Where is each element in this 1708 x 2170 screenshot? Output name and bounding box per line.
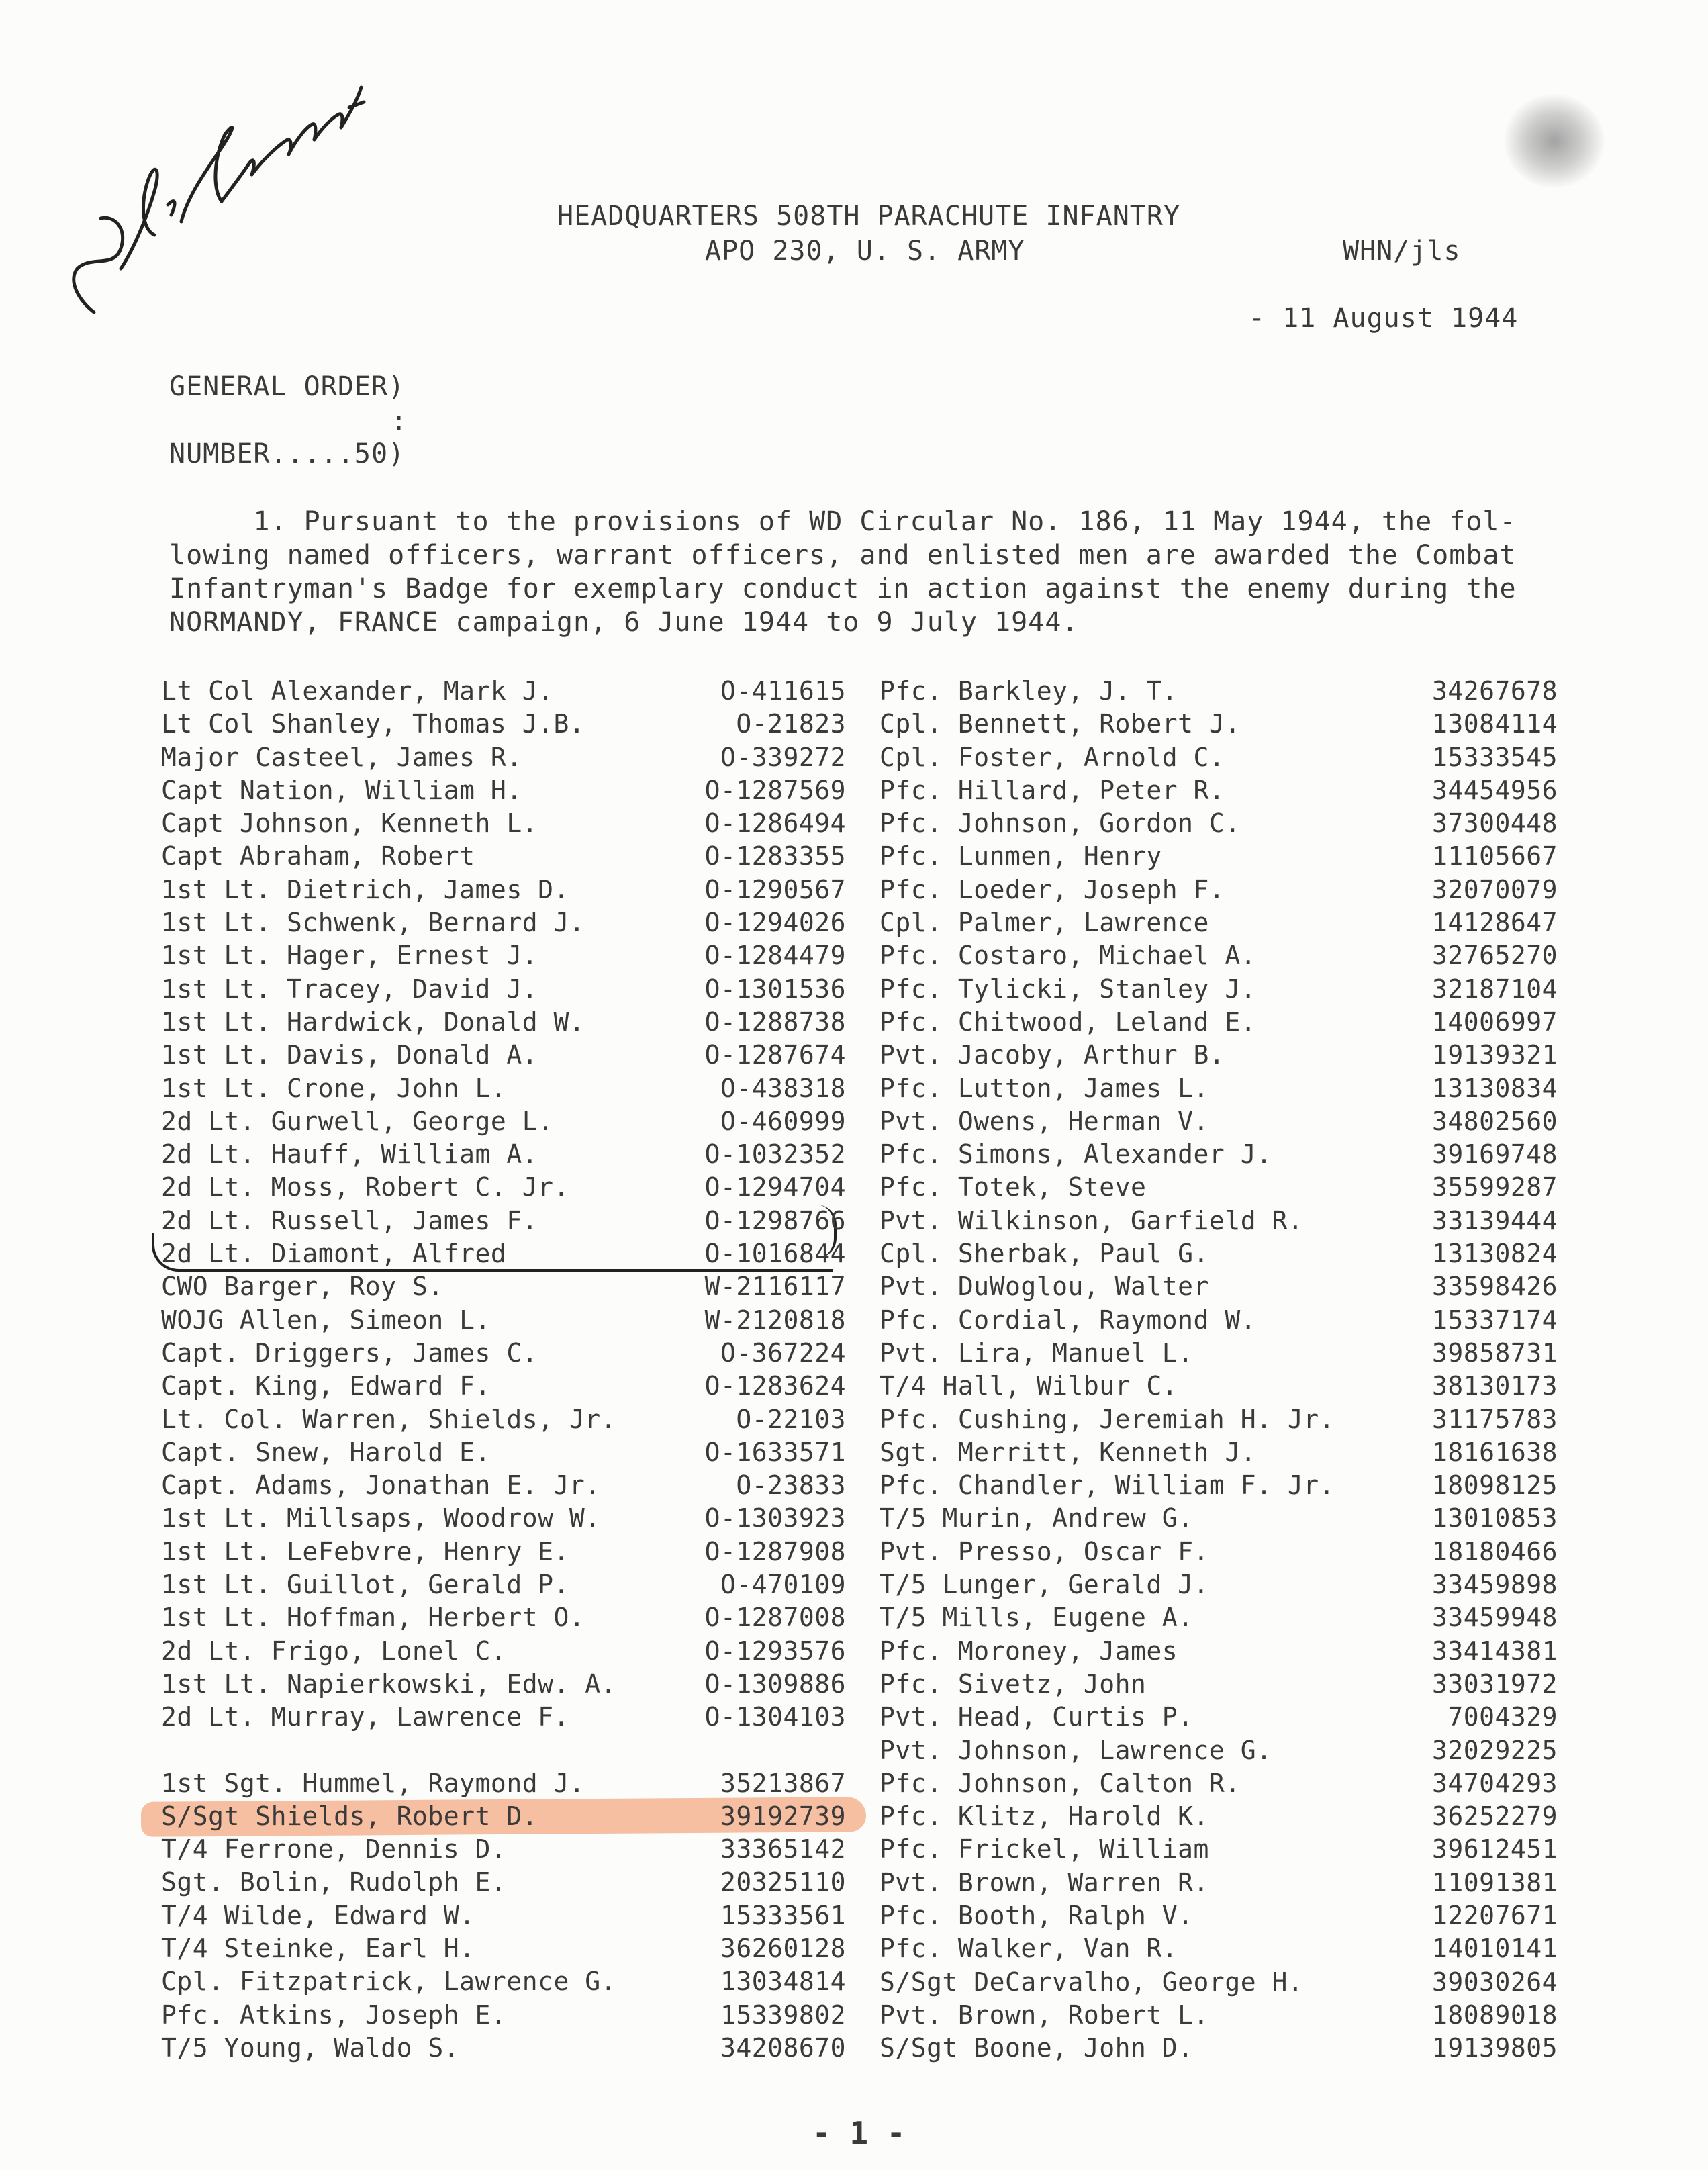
roster-entry [161,1436,846,1469]
serial-number: O-438318 [720,1073,846,1103]
roster-entry [161,1270,846,1303]
soldier-name: Pfc. Totek, Steve [880,1172,1147,1202]
serial-number: O-1287908 [704,1536,846,1566]
soldier-name: Lt Col Shanley, Thomas J.B. [161,709,585,739]
roster-entry [161,1800,846,1833]
serial-number: 15339802 [720,1999,846,2030]
serial-number: 38130173 [1431,1371,1558,1401]
serial-number: 32029225 [1431,1735,1558,1765]
serial-number: 33365142 [720,1834,846,1865]
section-gap [161,1734,846,1767]
roster-entry [161,1138,846,1171]
serial-number: O-1287008 [704,1603,846,1633]
serial-number: 37300448 [1431,808,1558,839]
roster-entry [161,906,846,939]
soldier-name: Capt Nation, William H. [161,775,522,805]
roster-entry [880,1370,1558,1403]
soldier-name: 1st Lt. Tracey, David J. [161,974,538,1004]
roster-entry [161,807,846,840]
serial-number: O-1294026 [704,908,846,938]
soldier-name: S/Sgt DeCarvalho, George H. [880,1967,1304,1997]
roster-entry [880,1304,1558,1337]
roster-entry [880,1568,1558,1601]
reference-initials: WHN/jls [1343,236,1461,267]
serial-number: 34208670 [720,2032,846,2063]
roster-entry [880,1105,1558,1138]
serial-number: O-1294704 [704,1172,846,1202]
roster-entry [880,1668,1558,1701]
serial-number: 18089018 [1431,1999,1558,2030]
serial-number: O-1301536 [704,974,846,1004]
soldier-name: Pfc. Hillard, Peter R. [880,775,1225,805]
soldier-name: Pfc. Cordial, Raymond W. [880,1305,1257,1335]
serial-number: 13130824 [1431,1239,1558,1269]
roster-entry [880,1502,1558,1535]
soldier-name: Pfc. Simons, Alexander J. [880,1139,1272,1170]
soldier-name: 1st Lt. Dietrich, James D. [161,874,569,904]
serial-number: 12207671 [1431,1900,1558,1930]
order-date: - 11 August 1944 [1249,303,1519,334]
paragraph-line: 1. Pursuant to the provisions of WD Circular No. 186, 11 May 1944, the fol- [169,506,1517,537]
right-roster-column [880,675,1558,2065]
soldier-name: Cpl. Fitzpatrick, Lawrence G. [161,1967,616,1997]
roster-entry [880,1899,1558,1932]
serial-number: 19139321 [1431,1040,1558,1070]
serial-number: 14128647 [1431,908,1558,938]
soldier-name: Pfc. Klitz, Harold K. [880,1801,1209,1832]
roster-entry [880,1999,1558,2032]
roster-entry [161,1866,846,1899]
serial-number: O-1283355 [704,841,846,871]
roster-entry [880,1601,1558,1634]
roster-entry [161,1502,846,1535]
roster-entry [161,1403,846,1436]
roster-entry [880,1337,1558,1370]
serial-number: O-1303923 [704,1503,846,1534]
soldier-name: Pvt. Presso, Oscar F. [880,1536,1209,1566]
serial-number: 33414381 [1431,1636,1558,1666]
roster-entry [880,973,1558,1006]
serial-number: 13084114 [1431,709,1558,739]
serial-number: O-1286494 [704,808,846,839]
soldier-name: T/5 Young, Waldo S. [161,2032,460,2063]
serial-number: O-1293576 [704,1636,846,1666]
serial-number: O-1290567 [704,874,846,904]
roster-entry [161,741,846,774]
serial-number: 18180466 [1431,1536,1558,1566]
page-number: - 1 - [812,2115,906,2151]
roster-entry [161,1006,846,1039]
roster-entry [880,1867,1558,1899]
roster-entry [880,840,1558,873]
serial-number: 13130834 [1431,1073,1558,1103]
soldier-name: 1st Lt. Crone, John L. [161,1073,507,1103]
paragraph-line: NORMANDY, FRANCE campaign, 6 June 1944 to 9 July 1944. [169,607,1079,638]
soldier-name: CWO Barger, Roy S. [161,1272,444,1302]
roster-entry [161,1105,846,1138]
serial-number: O-1016844 [704,1239,846,1269]
serial-number: O-1288738 [704,1006,846,1037]
serial-number: 15333561 [720,1900,846,1930]
serial-number: 15337174 [1431,1305,1558,1335]
serial-number: O-1633571 [704,1437,846,1467]
roster-entry [161,1701,846,1734]
roster-entry [880,1701,1558,1734]
serial-number: O-22103 [736,1404,846,1434]
soldier-name: Capt Johnson, Kenneth L. [161,808,538,839]
soldier-name: 1st Lt. Napierkowski, Edw. A. [161,1668,616,1699]
roster-entry [880,1833,1558,1866]
serial-number: 7004329 [1448,1702,1558,1732]
serial-number: 34454956 [1431,775,1558,805]
roster-entry [161,1171,846,1204]
serial-number: 34267678 [1431,676,1558,706]
serial-number: 39192739 [720,1801,846,1831]
serial-number: 32187104 [1431,974,1558,1004]
serial-number: O-1298766 [704,1205,846,1235]
serial-number: W-2116117 [704,1272,846,1302]
soldier-name: T/5 Lunger, Gerald J. [880,1570,1209,1600]
serial-number: 33459898 [1431,1570,1558,1600]
serial-number: 32070079 [1431,874,1558,904]
roster-entry [161,874,846,906]
soldier-name: Pfc. Chitwood, Leland E. [880,1006,1257,1037]
roster-entry [880,1635,1558,1668]
soldier-name: Pfc. Lutton, James L. [880,1073,1209,1103]
serial-number: O-367224 [720,1337,846,1368]
soldier-name: 1st Lt. Guillot, Gerald P. [161,1570,569,1600]
roster-entry [880,741,1558,774]
roster-entry [161,939,846,972]
soldier-name: Lt Col Alexander, Mark J. [161,676,554,706]
serial-number: 18098125 [1431,1470,1558,1501]
serial-number: O-1284479 [704,941,846,971]
soldier-name: 2d Lt. Moss, Robert C. Jr. [161,1172,569,1202]
roster-entry [161,1205,846,1237]
soldier-name: 1st Lt. Hardwick, Donald W. [161,1006,585,1037]
roster-entry [161,1568,846,1601]
soldier-name: WOJG Allen, Simeon L. [161,1305,491,1335]
roster-entry [161,1237,846,1270]
soldier-name: S/Sgt Boone, John D. [880,2033,1194,2063]
serial-number: 35599287 [1431,1172,1558,1202]
roster-entry [161,708,846,741]
roster-entry [880,675,1558,708]
soldier-name: Pvt. Head, Curtis P. [880,1702,1194,1732]
soldier-name: Pfc. Loeder, Joseph F. [880,874,1225,904]
roster-entry [161,1635,846,1668]
serial-number: 33031972 [1431,1668,1558,1699]
roster-entry [161,840,846,873]
soldier-name: 1st Lt. Millsaps, Woodrow W. [161,1503,601,1534]
soldier-name: Sgt. Merritt, Kenneth J. [880,1437,1257,1467]
roster-entry [880,1270,1558,1303]
roster-entry [880,1800,1558,1833]
left-roster-column [161,675,846,2065]
soldier-name: 1st Lt. Davis, Donald A. [161,1040,538,1070]
serial-number: 11105667 [1431,841,1558,871]
soldier-name: Cpl. Sherbak, Paul G. [880,1239,1209,1269]
serial-number: 36252279 [1431,1801,1558,1832]
serial-number: 31175783 [1431,1404,1558,1434]
serial-number: O-1032352 [704,1139,846,1170]
soldier-name: T/4 Ferrone, Dennis D. [161,1834,507,1865]
soldier-name: Pvt. Wilkinson, Garfield R. [880,1205,1304,1235]
soldier-name: Capt Abraham, Robert [161,841,475,871]
serial-number: 20325110 [720,1867,846,1897]
order-number: NUMBER.....50) [169,438,406,469]
soldier-name: Capt. Driggers, James C. [161,1337,538,1368]
soldier-name: Pfc. Booth, Ralph V. [880,1900,1194,1930]
serial-number: 33459948 [1431,1603,1558,1633]
roster-entry [880,1767,1558,1800]
soldier-name: T/4 Steinke, Earl H. [161,1933,475,1963]
serial-number: 36260128 [720,1933,846,1963]
serial-number: O-1283624 [704,1371,846,1401]
roster-entry [880,1536,1558,1568]
roster-entry [880,939,1558,972]
order-colon: : [391,406,408,437]
soldier-name: Pfc. Moroney, James [880,1636,1178,1666]
soldier-name: T/4 Hall, Wilbur C. [880,1371,1178,1401]
roster-entry [880,874,1558,906]
soldier-name: Pfc. Sivetz, John [880,1668,1147,1699]
serial-number: O-470109 [720,1570,846,1600]
roster-entry [880,1436,1558,1469]
roster-entry [161,1536,846,1568]
serial-number: 34802560 [1431,1106,1558,1136]
serial-number: 39612451 [1431,1834,1558,1865]
paragraph-line: lowing named officers, warrant officers, and enlisted men are awarded the Combat [169,540,1517,571]
roster-entry [880,2032,1558,2065]
roster-entry [161,675,846,708]
serial-number: O-1287569 [704,775,846,805]
serial-number: O-339272 [720,742,846,772]
soldier-name: 1st Sgt. Hummel, Raymond J. [161,1768,585,1798]
serial-number: 34704293 [1431,1768,1558,1798]
soldier-name: Pfc. Walker, Van R. [880,1934,1178,1964]
soldier-name: Pvt. DuWoglou, Walter [880,1272,1209,1302]
soldier-name: Capt. King, Edward F. [161,1371,491,1401]
serial-number: 13010853 [1431,1503,1558,1534]
serial-number: O-23833 [736,1470,846,1501]
soldier-name: Pvt. Lira, Manuel L. [880,1337,1194,1368]
soldier-name: 2d Lt. Gurwell, George L. [161,1106,554,1136]
serial-number: 35213867 [720,1768,846,1798]
soldier-name: Pfc. Costaro, Michael A. [880,941,1257,971]
order-paragraph [169,505,1566,639]
soldier-name: Cpl. Bennett, Robert J. [880,709,1241,739]
serial-number: 13034814 [720,1967,846,1997]
serial-number: 39858731 [1431,1337,1558,1368]
soldier-name: Cpl. Foster, Arnold C. [880,742,1225,772]
roster-entry [161,1833,846,1866]
serial-number: O-1304103 [704,1702,846,1732]
handwritten-signature [54,47,369,329]
roster-entry [161,1072,846,1105]
roster-entry [161,774,846,807]
roster-entry [880,1932,1558,1965]
soldier-name: T/5 Murin, Andrew G. [880,1503,1194,1534]
soldier-name: Cpl. Palmer, Lawrence [880,908,1209,938]
roster-entry [161,2032,846,2065]
roster-entry [161,973,846,1006]
roster-entry [880,1006,1558,1039]
roster-entry [161,1469,846,1502]
soldier-name: S/Sgt Shields, Robert D. [161,1801,538,1831]
serial-number: O-1287674 [704,1040,846,1070]
serial-number: 14006997 [1431,1006,1558,1037]
serial-number: 18161638 [1431,1437,1558,1467]
roster-entry [880,708,1558,741]
serial-number: 19139805 [1431,2033,1558,2063]
soldier-name: 2d Lt. Russell, James F. [161,1205,538,1235]
soldier-name: Pvt. Owens, Herman V. [880,1106,1209,1136]
serial-number: 11091381 [1431,1867,1558,1897]
roster-entry [161,1999,846,2032]
soldier-name: 2d Lt. Diamont, Alfred [161,1239,507,1269]
soldier-name: Pfc. Atkins, Joseph E. [161,1999,507,2030]
serial-number: O-411615 [720,676,846,706]
soldier-name: Pfc. Johnson, Gordon C. [880,808,1241,839]
soldier-name: 2d Lt. Murray, Lawrence F. [161,1702,569,1732]
soldier-name: Capt. Snew, Harold E. [161,1437,491,1467]
soldier-name: Pfc. Barkley, J. T. [880,676,1178,706]
serial-number: O-1309886 [704,1668,846,1699]
soldier-name: T/4 Wilde, Edward W. [161,1900,475,1930]
ink-smudge [1504,94,1605,188]
roster-entry [880,1237,1558,1270]
header-unit: HEADQUARTERS 508TH PARACHUTE INFANTRY [557,201,1181,232]
roster-entry [161,1337,846,1370]
soldier-name: 1st Lt. Schwenk, Bernard J. [161,908,585,938]
serial-number: 32765270 [1431,941,1558,971]
roster-entry [161,1965,846,1998]
soldier-name: 1st Lt. Hoffman, Herbert O. [161,1603,585,1633]
soldier-name: Pvt. Jacoby, Arthur B. [880,1040,1225,1070]
roster-entry [880,906,1558,939]
general-order-label: GENERAL ORDER) [169,371,406,402]
soldier-name: Pfc. Johnson, Calton R. [880,1768,1241,1798]
serial-number: 39169748 [1431,1139,1558,1170]
roster-entry [880,1469,1558,1502]
serial-number: 33139444 [1431,1205,1558,1235]
soldier-name: Pfc. Chandler, William F. Jr. [880,1470,1335,1501]
roster-entry [880,1171,1558,1204]
serial-number: 14010141 [1431,1934,1558,1964]
roster-entry [161,1304,846,1337]
serial-number: 33598426 [1431,1272,1558,1302]
header-address: APO 230, U. S. ARMY [705,236,1025,267]
roster-entry [880,1403,1558,1436]
serial-number: O-460999 [720,1106,846,1136]
serial-number: 15333545 [1431,742,1558,772]
soldier-name: Capt. Adams, Jonathan E. Jr. [161,1470,601,1501]
serial-number: W-2120818 [704,1305,846,1335]
soldier-name: Pvt. Johnson, Lawrence G. [880,1735,1272,1765]
roster-entry [161,1039,846,1072]
roster-entry [161,1899,846,1932]
soldier-name: Pfc. Lunmen, Henry [880,841,1162,871]
soldier-name: Sgt. Bolin, Rudolph E. [161,1867,507,1897]
serial-number: O-21823 [736,709,846,739]
roster-entry [161,1668,846,1701]
roster-entry [161,1932,846,1965]
soldier-name: Pfc. Cushing, Jeremiah H. Jr. [880,1404,1335,1434]
roster-entry [880,1072,1558,1105]
soldier-name: 1st Lt. LeFebvre, Henry E. [161,1536,569,1566]
roster-entry [161,1601,846,1634]
soldier-name: Pvt. Brown, Warren R. [880,1867,1209,1897]
soldier-name: Major Casteel, James R. [161,742,522,772]
soldier-name: Pfc. Frickel, William [880,1834,1209,1865]
roster-entry [880,1138,1558,1171]
soldier-name: 1st Lt. Hager, Ernest J. [161,941,538,971]
roster-entry [161,1767,846,1800]
soldier-name: 2d Lt. Hauff, William A. [161,1139,538,1170]
roster-entry [880,1039,1558,1072]
roster-entry [880,1205,1558,1237]
paragraph-line: Infantryman's Badge for exemplary conduct in action against the enemy during the [169,573,1517,604]
soldier-name: T/5 Mills, Eugene A. [880,1603,1194,1633]
soldier-name: 2d Lt. Frigo, Lonel C. [161,1636,507,1666]
soldier-name: Pfc. Tylicki, Stanley J. [880,974,1257,1004]
serial-number: 39030264 [1431,1967,1558,1997]
soldier-name: Lt. Col. Warren, Shields, Jr. [161,1404,616,1434]
roster-entry [161,1370,846,1403]
roster-entry [880,1734,1558,1767]
roster-entry [880,1966,1558,1999]
roster-entry [880,774,1558,807]
roster-entry [880,807,1558,840]
soldier-name: Pvt. Brown, Robert L. [880,1999,1209,2030]
